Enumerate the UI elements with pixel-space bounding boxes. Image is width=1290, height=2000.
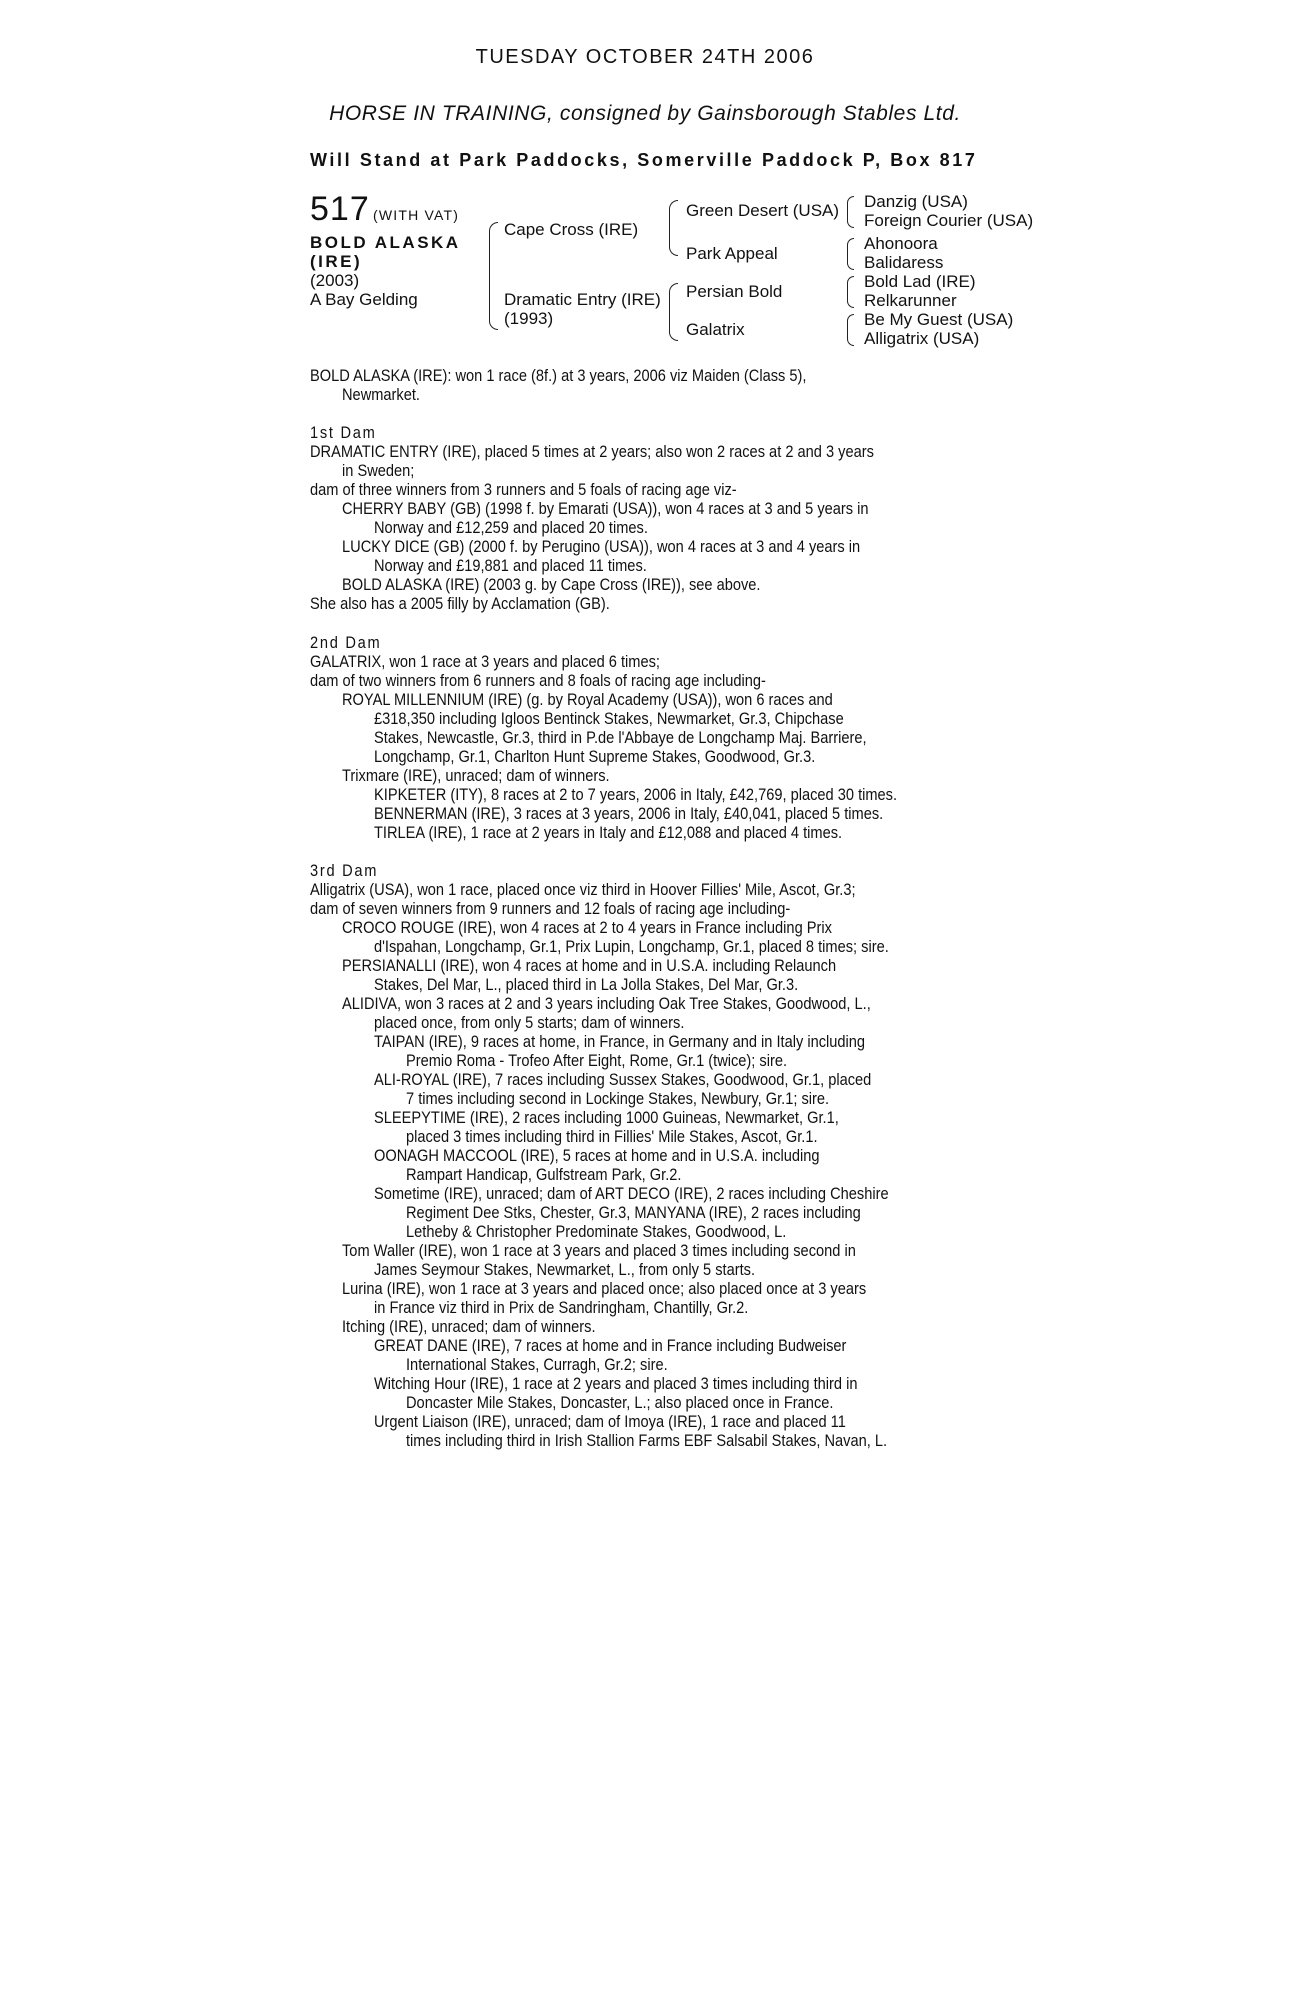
pedigree-line: Regiment Dee Stks, Chester, Gr.3, MANYANA (IRE), 2 races including (406, 1203, 861, 1222)
pedigree-line: Stakes, Del Mar, L., placed third in La Jolla Stakes, Del Mar, Gr.3. (374, 975, 799, 994)
pedigree-line: placed once, from only 5 starts; dam of winners. (374, 1013, 685, 1032)
pedigree-line: dam of seven winners from 9 runners and 12 foals of racing age including- (310, 899, 791, 918)
pedigree-line: dam of two winners from 6 runners and 8 foals of racing age including- (310, 671, 766, 690)
pedigree-line: TAIPAN (IRE), 9 races at home, in France, in Germany and in Italy including (374, 1032, 866, 1051)
pedigree-line: SLEEPYTIME (IRE), 2 races including 1000 Guineas, Newmarket, Gr.1, (374, 1108, 839, 1127)
pedigree-line: Trixmare (IRE), unraced; dam of winners. (342, 766, 610, 785)
pedigree-ggs-8: Alligatrix (USA) (864, 329, 980, 348)
pedigree-line: Sometime (IRE), unraced; dam of ART DECO (IRE), 2 races including Cheshire (374, 1184, 889, 1203)
pedigree-line: ALI-ROYAL (IRE), 7 races including Sussex Stakes, Goodwood, Gr.1, placed (374, 1070, 872, 1089)
pedigree-brace (847, 196, 854, 228)
pedigree-dam-sire: Persian Bold (686, 282, 783, 301)
pedigree-brace (669, 200, 678, 256)
pedigree-line: Urgent Liaison (IRE), unraced; dam of Imoya (IRE), 1 race and placed 11 (374, 1412, 846, 1431)
pedigree-dam-dam: Galatrix (686, 320, 745, 339)
pedigree-line: James Seymour Stakes, Newmarket, L., from only 5 starts. (374, 1260, 756, 1279)
pedigree-sire-sire: Green Desert (USA) (686, 201, 840, 220)
pedigree-ggs-6: Relkarunner (864, 291, 957, 310)
pedigree-line: TIRLEA (IRE), 1 race at 2 years in Italy and £12,088 and placed 4 times. (374, 823, 843, 842)
pedigree-line: BOLD ALASKA (IRE) (2003 g. by Cape Cross (IRE)), see above. (342, 575, 761, 594)
pedigree-ggs-4: Balidaress (864, 253, 944, 272)
pedigree-brace (847, 314, 854, 346)
pedigree-ggs-7: Be My Guest (USA) (864, 310, 1014, 329)
pedigree-line: ROYAL MILLENNIUM (IRE) (g. by Royal Academy (USA)), won 6 races and (342, 690, 833, 709)
pedigree-dam-year: (1993) (504, 309, 554, 328)
pedigree-line: Lurina (IRE), won 1 race at 3 years and placed once; also placed once at 3 years (342, 1279, 867, 1298)
pedigree-sire-dam: Park Appeal (686, 244, 778, 263)
pedigree-line: She also has a 2005 filly by Acclamation (GB). (310, 594, 610, 613)
third-dam-heading: 3rd Dam (310, 861, 379, 880)
pedigree-line: Alligatrix (USA), won 1 race, placed once viz third in Hoover Fillies' Mile, Ascot, Gr.3; (310, 880, 856, 899)
horse-year: (2003) (310, 271, 360, 290)
pedigree-ggs-1: Danzig (USA) (864, 192, 968, 211)
consignment-line: HORSE IN TRAINING, consigned by Gainsborough Stables Ltd. (329, 102, 961, 125)
pedigree-line: Itching (IRE), unraced; dam of winners. (342, 1317, 596, 1336)
pedigree-line: CROCO ROUGE (IRE), won 4 races at 2 to 4 years in France including Prix (342, 918, 832, 937)
performance-line: Newmarket. (342, 385, 420, 404)
pedigree-line: International Stakes, Curragh, Gr.2; sire. (406, 1355, 668, 1374)
pedigree-line: Witching Hour (IRE), 1 race at 2 years and placed 3 times including third in (374, 1374, 858, 1393)
sale-date: TUESDAY OCTOBER 24TH 2006 (475, 46, 815, 68)
pedigree-line: DRAMATIC ENTRY (IRE), placed 5 times at 2 years; also won 2 races at 2 and 3 years (310, 442, 874, 461)
pedigree-line: times including third in Irish Stallion Farms EBF Salsabil Stakes, Navan, L. (406, 1431, 888, 1450)
pedigree-line: KIPKETER (ITY), 8 races at 2 to 7 years, 2006 in Italy, £42,769, placed 30 times. (374, 785, 898, 804)
pedigree-line: Letheby & Christopher Predominate Stakes, Goodwood, L. (406, 1222, 787, 1241)
pedigree-line: Doncaster Mile Stakes, Doncaster, L.; also placed once in France. (406, 1393, 834, 1412)
pedigree-brace (847, 238, 854, 270)
pedigree-line: GREAT DANE (IRE), 7 races at home and in France including Budweiser (374, 1336, 847, 1355)
pedigree-line: dam of three winners from 3 runners and 5 foals of racing age viz- (310, 480, 737, 499)
pedigree-line: ALIDIVA, won 3 races at 2 and 3 years including Oak Tree Stakes, Goodwood, L., (342, 994, 871, 1013)
horse-country: (IRE) (310, 252, 363, 271)
pedigree-line: Tom Waller (IRE), won 1 race at 3 years and placed 3 times including second in (342, 1241, 856, 1260)
pedigree-dam: Dramatic Entry (IRE) (504, 290, 661, 309)
pedigree-line: OONAGH MACCOOL (IRE), 5 races at home and in U.S.A. including (374, 1146, 820, 1165)
pedigree-line: CHERRY BABY (GB) (1998 f. by Emarati (USA)), won 4 races at 3 and 5 years in (342, 499, 869, 518)
horse-name: BOLD ALASKA (310, 233, 461, 252)
pedigree-sire: Cape Cross (IRE) (504, 220, 639, 239)
second-dam-heading: 2nd Dam (310, 633, 382, 652)
pedigree-brace (847, 276, 854, 308)
pedigree-ggs-2: Foreign Courier (USA) (864, 211, 1034, 230)
vat-note: (WITH VAT) (373, 207, 460, 223)
pedigree-line: PERSIANALLI (IRE), won 4 races at home and in U.S.A. including Relaunch (342, 956, 837, 975)
pedigree-line: 7 times including second in Lockinge Stakes, Newbury, Gr.1; sire. (406, 1089, 830, 1108)
pedigree-line: LUCKY DICE (GB) (2000 f. by Perugino (USA)), won 4 races at 3 and 4 years in (342, 537, 861, 556)
pedigree-line: GALATRIX, won 1 race at 3 years and placed 6 times; (310, 652, 660, 671)
first-dam-heading: 1st Dam (310, 423, 377, 442)
pedigree-line: BENNERMAN (IRE), 3 races at 3 years, 2006 in Italy, £40,041, placed 5 times. (374, 804, 884, 823)
pedigree-brace (489, 222, 498, 330)
pedigree-brace (669, 283, 678, 341)
pedigree-line: Rampart Handicap, Gulfstream Park, Gr.2. (406, 1165, 682, 1184)
pedigree-line: Stakes, Newcastle, Gr.3, third in P.de l'Abbaye de Longchamp Maj. Barriere, (374, 728, 867, 747)
pedigree-line: Norway and £19,881 and placed 11 times. (374, 556, 647, 575)
lot-number: 517 (310, 190, 370, 228)
pedigree-line: in France viz third in Prix de Sandringham, Chantilly, Gr.2. (374, 1298, 749, 1317)
pedigree-line: placed 3 times including third in Fillies' Mile Stakes, Ascot, Gr.1. (406, 1127, 818, 1146)
pedigree-line: in Sweden; (342, 461, 415, 480)
pedigree-ggs-3: Ahonoora (864, 234, 938, 253)
performance-line: BOLD ALASKA (IRE): won 1 race (8f.) at 3 years, 2006 viz Maiden (Class 5), (310, 366, 807, 385)
pedigree-line: d'Ispahan, Longchamp, Gr.1, Prix Lupin, Longchamp, Gr.1, placed 8 times; sire. (374, 937, 889, 956)
pedigree-line: Norway and £12,259 and placed 20 times. (374, 518, 648, 537)
pedigree-line: £318,350 including Igloos Bentinck Stakes, Newmarket, Gr.3, Chipchase (374, 709, 844, 728)
pedigree-line: Longchamp, Gr.1, Charlton Hunt Supreme Stakes, Goodwood, Gr.3. (374, 747, 816, 766)
pedigree-line: Premio Roma - Trofeo After Eight, Rome, Gr.1 (twice); sire. (406, 1051, 788, 1070)
horse-description: A Bay Gelding (310, 290, 418, 309)
stand-location: Will Stand at Park Paddocks, Somerville Paddock P, Box 817 (310, 150, 978, 170)
pedigree-ggs-5: Bold Lad (IRE) (864, 272, 976, 291)
